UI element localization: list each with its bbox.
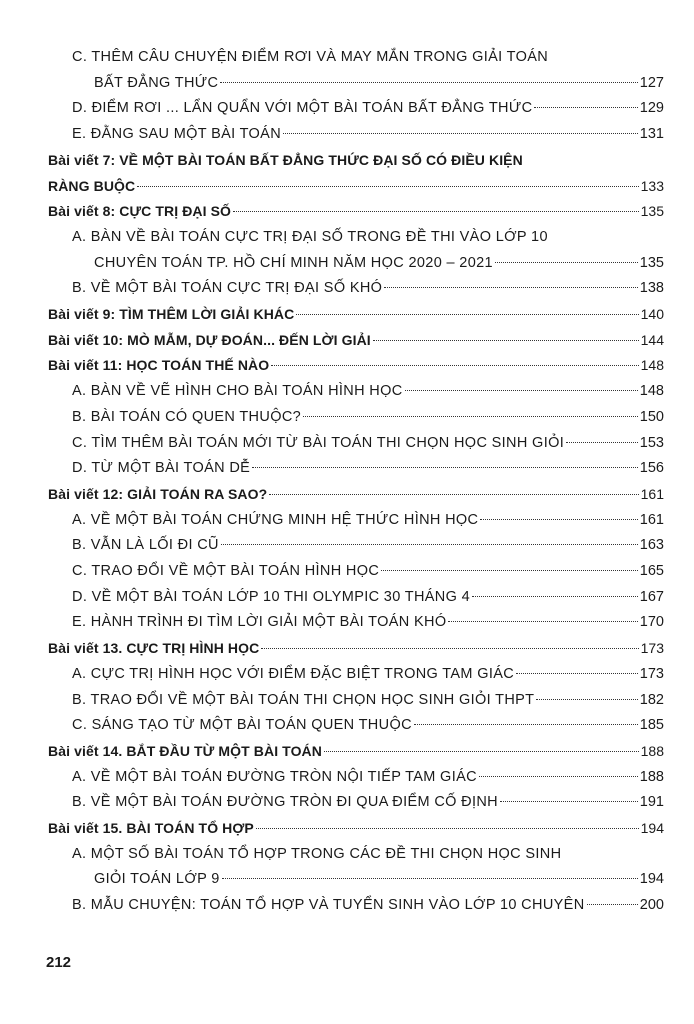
toc-subsection-entry <box>72 46 664 68</box>
toc-page-number: 135 <box>639 254 664 271</box>
toc-entry-title: D. TỪ MỘT BÀI TOÁN DỄ <box>72 460 251 477</box>
toc-section-entry <box>48 637 664 659</box>
toc-entry-title: A. CỰC TRỊ HÌNH HỌC VỚI ĐIỂM ĐẶC BIỆT TRONG TAM GIÁC <box>72 665 515 682</box>
toc-entry-title: A. BÀN VỀ VẼ HÌNH CHO BÀI TOÁN HÌNH HỌC <box>72 383 403 400</box>
toc-page-number: 188 <box>640 742 664 759</box>
dot-leader <box>472 596 638 597</box>
toc-page-number: 163 <box>639 537 664 554</box>
toc-entry-title: C. TRAO ĐỔI VỀ MỘT BÀI TOÁN HÌNH HỌC <box>72 563 380 579</box>
toc-page-number: 170 <box>639 614 664 631</box>
toc-page-number: 148 <box>640 357 664 374</box>
dot-leader <box>381 570 638 571</box>
toc-entry-title: D. ĐIỂM RƠI ... LẨN QUẨN VỚI MỘT BÀI TOÁN BẤT ĐẲNG THỨC <box>72 100 533 117</box>
dot-leader <box>233 211 639 212</box>
toc-page-number: 156 <box>639 460 664 477</box>
toc-subsection-entry <box>72 894 664 916</box>
toc-entry-title: GIỎI TOÁN LỚP 9 <box>94 871 220 888</box>
toc-entry-title: E. HÀNH TRÌNH ĐI TÌM LỜI GIẢI MỘT BÀI TOÁN KHÓ <box>72 614 447 631</box>
toc-entry-title: C. THÊM CÂU CHUYỆN ĐIỂM RƠI VÀ MAY MẮN TRONG GIẢI TOÁN <box>72 49 549 65</box>
toc-entry-title: Bài viết 14. BẮT ĐẦU TỪ MỘT BÀI TOÁN <box>48 742 322 759</box>
toc-page-number: 161 <box>640 485 664 502</box>
toc-page-number: 140 <box>640 306 664 322</box>
toc-subsection-entry <box>72 611 664 633</box>
toc-entry-title: Bài viết 8: CỰC TRỊ ĐẠI SỐ <box>48 203 232 220</box>
dot-leader <box>480 519 637 520</box>
toc-page-number: 133 <box>640 177 664 194</box>
toc-subsection-entry <box>72 534 664 556</box>
toc-subsection-entry <box>94 868 664 890</box>
toc-page-number: 127 <box>639 74 664 91</box>
toc-page-number: 173 <box>640 640 664 657</box>
toc-subsection-entry <box>72 663 664 685</box>
toc-entry-title: A. VỀ MỘT BÀI TOÁN ĐƯỜNG TRÒN NỘI TIẾP TAM GIÁC <box>72 768 477 785</box>
toc-entry-title: Bài viết 9: TÌM THÊM LỜI GIẢI KHÁC <box>48 306 295 322</box>
toc-entry-title: RÀNG BUỘC <box>48 177 136 194</box>
toc-subsection-entry <box>72 509 664 531</box>
toc-section-entry <box>48 200 664 222</box>
toc-subsection-entry <box>72 380 664 402</box>
toc-page-number: 161 <box>639 511 664 528</box>
toc-page-number: 153 <box>639 434 664 451</box>
toc-section-entry <box>48 354 664 376</box>
toc-section-entry <box>48 303 664 325</box>
toc-subsection-entry <box>72 123 664 145</box>
toc-section-entry <box>48 329 664 351</box>
toc-subsection-entry <box>72 277 664 299</box>
toc-subsection-entry <box>72 843 664 865</box>
dot-leader <box>324 751 639 752</box>
toc-page-number: 131 <box>639 126 664 143</box>
toc-page-number: 150 <box>639 408 664 425</box>
toc-entry-title: Bài viết 10: MÒ MẪM, DỰ ĐOÁN... ĐẾN LỜI GIẢI <box>48 331 371 348</box>
toc-entry-title: B. VỀ MỘT BÀI TOÁN CỰC TRỊ ĐẠI SỐ KHÓ <box>72 280 383 297</box>
toc-section-entry <box>48 149 664 171</box>
toc-page-number: 188 <box>639 768 664 785</box>
toc-subsection-entry <box>72 714 664 736</box>
toc-section-entry <box>48 175 664 197</box>
toc-entry-title: Bài viết 7: VỀ MỘT BÀI TOÁN BẤT ĐẲNG THỨC ĐẠI SỐ CÓ ĐIỀU KIỆN <box>48 151 523 168</box>
dot-leader <box>405 390 638 391</box>
toc-subsection-entry <box>72 97 664 119</box>
toc-entry-title: Bài viết 15. BÀI TOÁN TỔ HỢP <box>48 820 254 836</box>
toc-page-number: 144 <box>640 331 664 348</box>
toc-subsection-entry <box>72 406 664 428</box>
toc-subsection-entry <box>72 560 664 582</box>
dot-leader <box>448 621 637 622</box>
toc-section-entry <box>48 817 664 839</box>
toc-entry-title: B. BÀI TOÁN CÓ QUEN THUỘC? <box>72 408 302 425</box>
dot-leader <box>495 262 638 263</box>
toc-page-number: 135 <box>640 203 664 220</box>
dot-leader <box>252 467 638 468</box>
toc-page-number: 194 <box>640 820 664 836</box>
toc-entry-title: CHUYÊN TOÁN TP. HỒ CHÍ MINH NĂM HỌC 2020 – 2021 <box>94 254 493 271</box>
dot-leader <box>479 776 638 777</box>
toc-entry-title: Bài viết 11: HỌC TOÁN THẾ NÀO <box>48 357 270 374</box>
dot-leader <box>220 82 637 83</box>
toc-page-number: 191 <box>639 794 664 811</box>
toc-section-entry <box>48 483 664 505</box>
dot-leader <box>414 724 638 725</box>
toc-section-entry <box>48 740 664 762</box>
dot-leader <box>587 904 638 905</box>
toc-subsection-entry <box>94 252 664 274</box>
toc-subsection-entry <box>72 586 664 608</box>
toc-subsection-entry <box>72 791 664 813</box>
dot-leader <box>283 133 638 134</box>
dot-leader <box>269 494 638 495</box>
dot-leader <box>303 416 638 417</box>
toc-page-number: 148 <box>639 383 664 400</box>
toc-subsection-entry <box>72 766 664 788</box>
dot-leader <box>261 648 638 649</box>
toc-entry-title: B. VỀ MỘT BÀI TOÁN ĐƯỜNG TRÒN ĐI QUA ĐIỂM CỐ ĐỊNH <box>72 794 499 811</box>
toc-page-number: 167 <box>639 588 664 605</box>
page-number: 212 <box>46 954 72 971</box>
toc-entry-title: Bài viết 12: GIẢI TOÁN RA SAO? <box>48 485 268 502</box>
toc-page-number: 138 <box>639 280 664 297</box>
toc-subsection-entry <box>72 689 664 711</box>
toc-page-number: 182 <box>639 691 664 708</box>
dot-leader <box>500 801 638 802</box>
dot-leader <box>536 699 637 700</box>
toc-entry-title: A. VỀ MỘT BÀI TOÁN CHỨNG MINH HỆ THỨC HÌNH HỌC <box>72 511 479 528</box>
dot-leader <box>256 828 639 829</box>
toc-subsection-entry <box>72 432 664 454</box>
toc-entry-title: BẤT ĐẲNG THỨC <box>94 74 219 91</box>
toc-entry-title: D. VỀ MỘT BÀI TOÁN LỚP 10 THI OLYMPIC 30 THÁNG 4 <box>72 588 471 605</box>
dot-leader <box>222 878 638 879</box>
dot-leader <box>373 340 639 341</box>
dot-leader <box>534 107 637 108</box>
dot-leader <box>271 365 638 366</box>
toc-entry-title: A. BÀN VỀ BÀI TOÁN CỰC TRỊ ĐẠI SỐ TRONG ĐỀ THI VÀO LỚP 10 <box>72 228 548 245</box>
dot-leader <box>221 544 638 545</box>
toc-page-number: 194 <box>639 871 664 888</box>
dot-leader <box>516 673 638 674</box>
toc-subsection-entry <box>72 226 664 248</box>
dot-leader <box>137 186 638 187</box>
toc-entry-title: C. TÌM THÊM BÀI TOÁN MỚI TỪ BÀI TOÁN THI CHỌN HỌC SINH GIỎI <box>72 434 565 451</box>
toc-entry-title: B. VẪN LÀ LỐI ĐI CŨ <box>72 537 219 554</box>
toc-page-number: 185 <box>639 717 664 734</box>
toc-page-number: 173 <box>639 665 664 682</box>
toc-subsection-entry <box>72 457 664 479</box>
dot-leader <box>566 442 638 443</box>
toc-page-number: 129 <box>639 100 664 117</box>
toc-page-number: 200 <box>639 897 664 914</box>
toc-page-number: 165 <box>639 563 664 579</box>
toc-subsection-entry <box>94 72 664 94</box>
toc-entry-title: A. MỘT SỐ BÀI TOÁN TỔ HỢP TRONG CÁC ĐỀ THI CHỌN HỌC SINH <box>72 845 562 862</box>
toc-entry-title: Bài viết 13. CỰC TRỊ HÌNH HỌC <box>48 640 260 657</box>
toc-entry-title: C. SÁNG TẠO TỪ MỘT BÀI TOÁN QUEN THUỘC <box>72 717 412 734</box>
dot-leader <box>384 287 638 288</box>
toc-entry-title: B. TRAO ĐỔI VỀ MỘT BÀI TOÁN THI CHỌN HỌC SINH GIỎI THPT <box>72 691 535 708</box>
toc-entry-title: E. ĐẰNG SAU MỘT BÀI TOÁN <box>72 126 282 143</box>
dot-leader <box>296 314 638 315</box>
toc-entry-title: B. MẪU CHUYỆN: TOÁN TỔ HỢP VÀ TUYỂN SINH VÀO LỚP 10 CHUYÊN <box>72 897 585 914</box>
